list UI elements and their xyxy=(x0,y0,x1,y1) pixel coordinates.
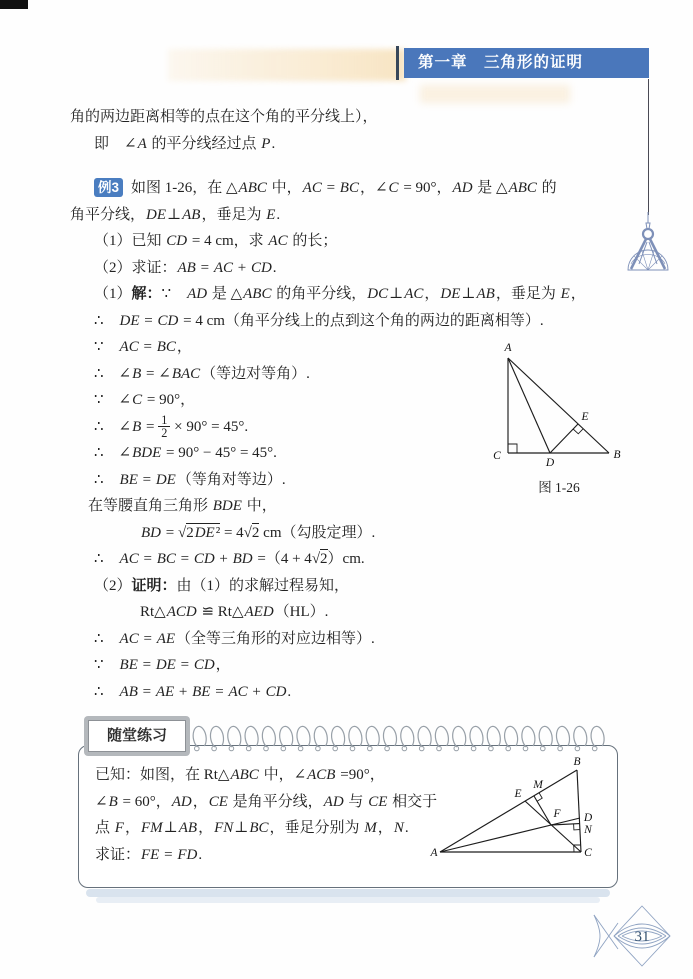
spiral-ring xyxy=(332,726,345,747)
example-badge: 例3 xyxy=(94,178,123,197)
vertex-label: A xyxy=(504,342,512,354)
spiral-ring xyxy=(522,726,535,747)
text-line: ∴ DE = CD = 4 cm（角平分线上的点到这个角的两边的距离相等）. xyxy=(94,312,544,329)
figure-segment xyxy=(577,770,581,852)
vertex-label: B xyxy=(613,449,621,461)
page-number: 31 xyxy=(634,929,650,945)
text-line: 求证：FE = FD. xyxy=(95,846,203,863)
spiral-ring xyxy=(487,726,500,747)
text-line: 例3 如图 1-26，在 △ABC 中，AC = BC，∠C = 90°，AD 是 △ABC 的 xyxy=(70,175,670,202)
text-line: ∴ ∠BDE = 90° − 45° = 45°. xyxy=(94,445,277,462)
figure-1-26-diagram xyxy=(484,338,634,470)
vertex-label: C xyxy=(584,847,592,859)
text-line: 点 F，FM⊥AB，FN⊥BC，垂足分别为 M，N. xyxy=(95,820,409,836)
spiral-binding xyxy=(192,720,612,766)
spiral-ring xyxy=(383,726,396,747)
practice-tab xyxy=(84,716,190,756)
figure-segment xyxy=(550,424,578,453)
text-line: 角的两边距离相等的点在这个角的平分线上）， xyxy=(70,109,378,125)
text-line: ∴ BE = DE（等角对等边）. xyxy=(94,471,286,488)
spiral-ring xyxy=(366,726,379,747)
spiral-ring xyxy=(349,726,362,747)
right-angle-marker xyxy=(573,429,583,434)
right-angle-marker xyxy=(508,444,517,453)
vertex-label: E xyxy=(581,411,589,423)
text-line: （2）求证：AB = AC + CD. xyxy=(94,259,277,276)
right-angle-marker xyxy=(537,793,542,801)
spiral-ring xyxy=(470,726,483,747)
text-line: ∴ ∠B = ∠BAC（等边对等角）. xyxy=(94,365,310,382)
text-line: ∠B = 60°，AD，CE 是角平分线，AD 与 CE 相交于 xyxy=(95,793,438,810)
figure-segment xyxy=(508,358,609,453)
text-line: Rt△ACD ≌ Rt△AED（HL）. xyxy=(140,604,329,621)
erased-highlight-area xyxy=(168,49,406,81)
practice-figure xyxy=(425,755,605,867)
spiral-ring xyxy=(591,726,604,747)
erased-highlight-area-2 xyxy=(420,85,570,103)
practice-text xyxy=(95,762,475,868)
practice-tab-label: 随堂练习 xyxy=(88,720,186,752)
text-line: ∴ AC = BC = CD + BD =（4 + 4√2）cm. xyxy=(94,551,365,568)
text-line: 在等腰直角三角形 BDE 中， xyxy=(88,498,277,515)
vertex-label: B xyxy=(573,756,581,768)
text-line: 即 ∠A 的平分线经过点 P. xyxy=(94,135,276,152)
text-line: ∵ AC = BC， xyxy=(94,339,192,355)
text-line: ∵ ∠C = 90°， xyxy=(94,392,196,408)
text-line: ∴ AC = AE（全等三角形的对应边相等）. xyxy=(94,630,375,647)
banner-accent-bar xyxy=(396,46,399,80)
vertex-label: M xyxy=(533,779,543,791)
chapter-banner xyxy=(404,48,649,78)
right-angle-marker xyxy=(574,824,580,830)
figure-1-26 xyxy=(484,338,644,496)
text-line: ∴ ∠B = $\frac{1}{2}$ × 90° = 45°. xyxy=(94,412,249,441)
practice-figure-diagram xyxy=(425,755,605,867)
spiral-ring xyxy=(314,726,327,747)
practice-box-shadow-2 xyxy=(96,897,600,903)
spiral-ring xyxy=(262,726,275,747)
figure-1-26-caption: 图 1-26 xyxy=(538,480,580,495)
text-line: 角平分线，DE⊥AB，垂足为 E. xyxy=(70,206,281,223)
spiral-ring xyxy=(453,726,466,747)
practice-box-shadow xyxy=(86,889,610,897)
spiral-ring xyxy=(556,726,569,747)
text-line: 已知：如图，在 Rt△ABC 中，∠ACB =90°， xyxy=(95,767,385,783)
vertex-label: A xyxy=(430,847,438,859)
figure-segment xyxy=(440,818,580,852)
chapter-title: 第一章 三角形的证明 xyxy=(418,54,584,71)
text-line: （1）已知 CD = 4 cm，求 AC 的长； xyxy=(94,233,338,249)
spiral-ring xyxy=(435,726,448,747)
spiral-ring xyxy=(418,726,431,747)
spiral-ring xyxy=(228,726,241,747)
spiral-ring xyxy=(210,726,223,747)
spiral-ring xyxy=(539,726,552,747)
vertex-label: E xyxy=(514,788,522,800)
figure-segment xyxy=(508,358,550,453)
page-number-fish-icon xyxy=(588,898,672,978)
scan-corner-mark xyxy=(0,0,28,9)
text-line: ∴ AB = AE + BE = AC + CD. xyxy=(94,683,292,700)
spiral-ring xyxy=(193,726,206,747)
spiral-ring xyxy=(505,726,518,747)
vertex-label: C xyxy=(493,450,501,462)
vertex-label: D xyxy=(583,812,593,824)
text-line: ∵ BE = DE = CD， xyxy=(94,657,231,674)
text-line: BD = √2DE² = 4√2 cm（勾股定理）. xyxy=(141,524,376,541)
vertex-label: D xyxy=(545,457,555,469)
text-line: （2）证明：由（1）的求解过程易知， xyxy=(94,577,350,594)
spiral-ring xyxy=(245,726,258,747)
vertex-label: N xyxy=(584,824,592,836)
text-line: （1）解：∵ AD 是 △ABC 的角平分线，DC⊥AC，DE⊥AB，垂足为 E， xyxy=(94,286,586,302)
spiral-ring xyxy=(280,726,293,747)
spiral-ring xyxy=(297,726,310,747)
vertex-label: F xyxy=(553,808,561,820)
figure-segment xyxy=(534,796,551,825)
spiral-ring xyxy=(401,726,414,747)
spiral-ring xyxy=(574,726,587,747)
